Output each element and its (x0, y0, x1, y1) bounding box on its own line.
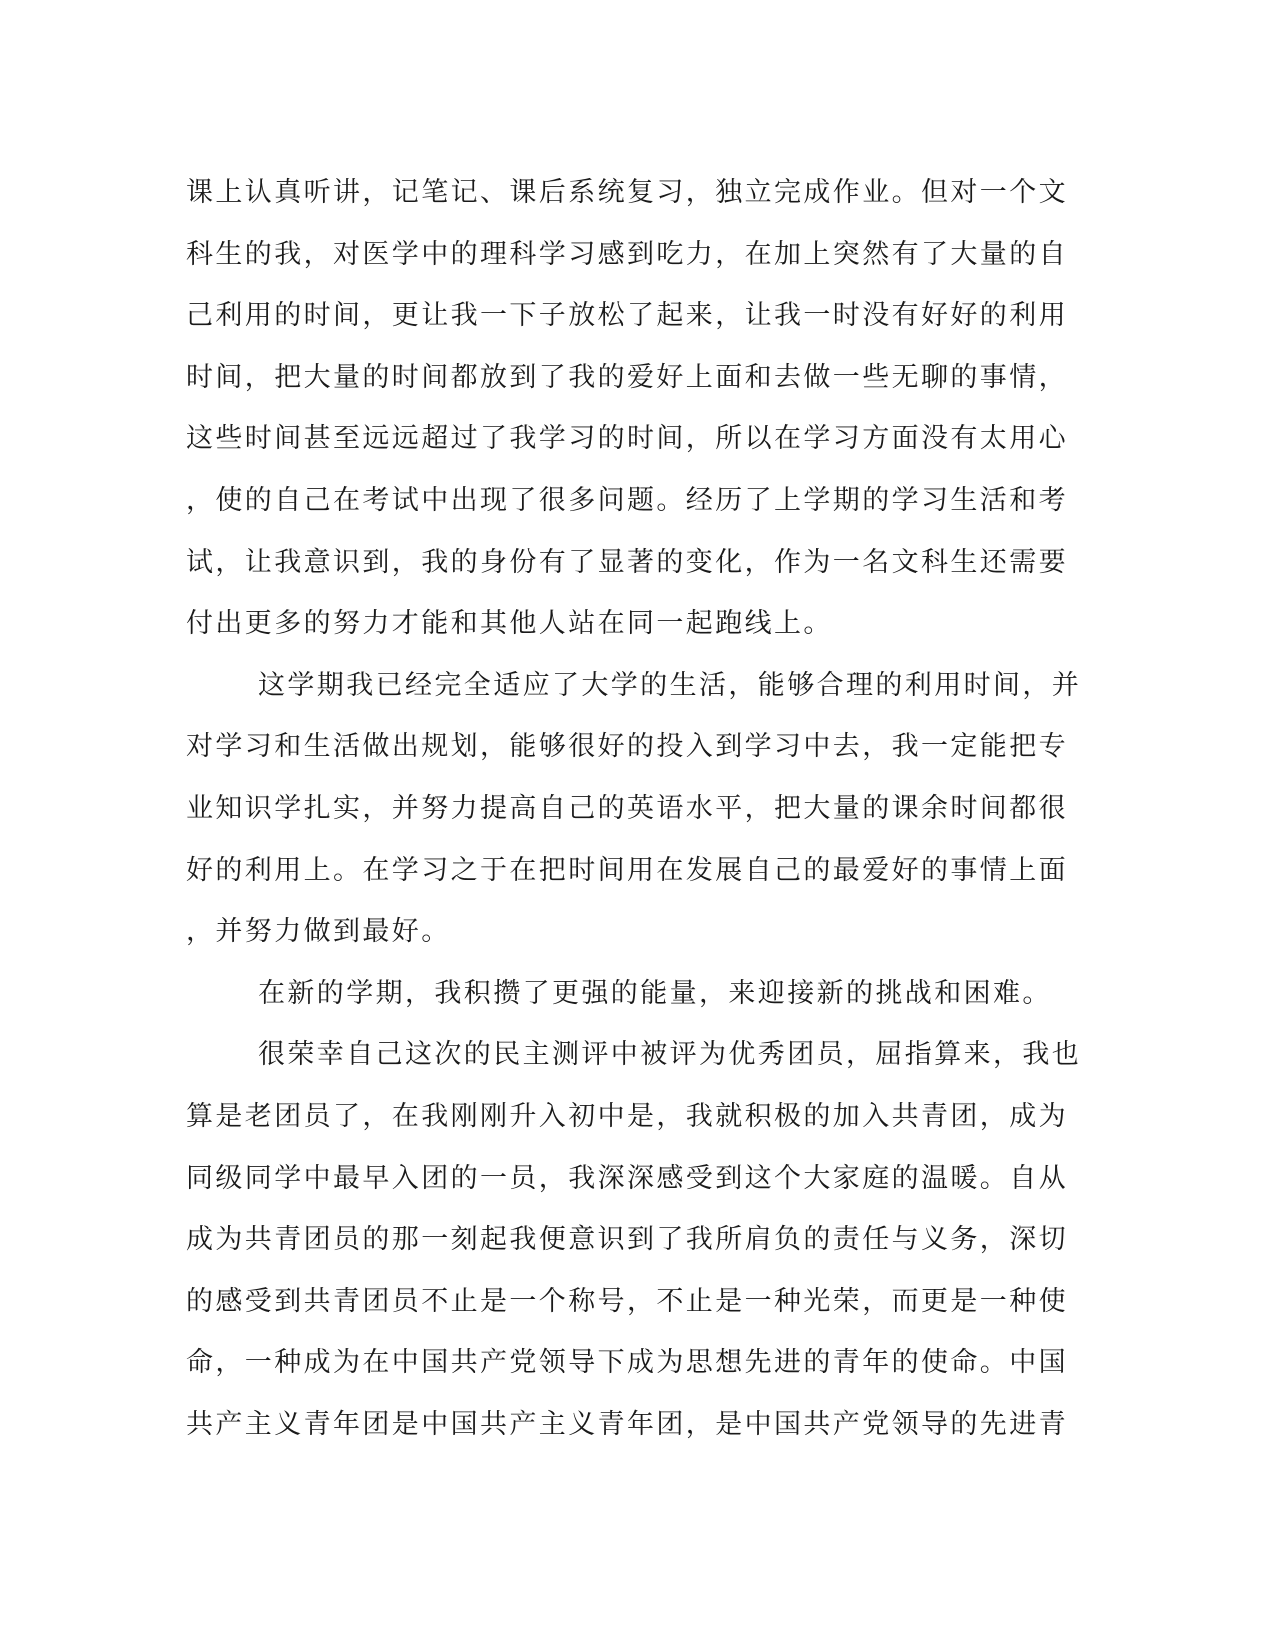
text-line: 算是老团员了，在我刚刚升入初中是，我就积极的加入共青团，成为 (186, 1100, 1068, 1132)
text-line: 命，一种成为在中国共产党领导下成为思想先进的青年的使命。中国 (186, 1347, 1068, 1379)
text-line: 共产主义青年团是中国共产主义青年团，是中国共产党领导的先进青 (186, 1408, 1068, 1440)
text-line: 同级同学中最早入团的一员，我深深感受到这个大家庭的温暖。自从 (186, 1162, 1068, 1194)
text-line: 付出更多的努力才能和其他人站在同一起跑线上。 (186, 608, 833, 640)
text-line: 对学习和生活做出规划，能够很好的投入到学习中去，我一定能把专 (186, 731, 1068, 763)
paragraph-start-line: 这学期我已经完全适应了大学的生活，能够合理的利用时间，并 (258, 669, 1082, 701)
body-text (186, 162, 1086, 1455)
paragraph-start-line: 很荣幸自己这次的民主测评中被评为优秀团员，屈指算来，我也 (258, 1039, 1082, 1071)
text-line: 时间，把大量的时间都放到了我的爱好上面和去做一些无聊的事情， (186, 361, 1068, 393)
text-line: 成为共青团员的那一刻起我便意识到了我所肩负的责任与义务，深切 (186, 1224, 1068, 1256)
text-line: 这些时间甚至远远超过了我学习的时间，所以在学习方面没有太用心 (186, 423, 1068, 455)
text-line: 课上认真听讲，记笔记、课后系统复习，独立完成作业。但对一个文 (186, 177, 1068, 208)
text-line: 的感受到共青团员不止是一个称号，不止是一种光荣，而更是一种使 (186, 1285, 1068, 1317)
paragraph-start-line: 在新的学期，我积攒了更强的能量，来迎接新的挑战和困难。 (258, 977, 1052, 1009)
text-line: ，并努力做到最好。 (186, 916, 451, 948)
text-line: 科生的我，对医学中的理科学习感到吃力，在加上突然有了大量的自 (186, 238, 1068, 270)
text-line: 试，让我意识到，我的身份有了显著的变化，作为一名文科生还需要 (186, 546, 1068, 578)
text-line: ，使的自己在考试中出现了很多问题。经历了上学期的学习生活和考 (186, 484, 1068, 516)
text-line: 业知识学扎实，并努力提高自己的英语水平，把大量的课余时间都很 (186, 792, 1068, 824)
text-line: 己利用的时间，更让我一下子放松了起来，让我一时没有好好的利用 (186, 300, 1068, 332)
text-line: 好的利用上。在学习之于在把时间用在发展自己的最爱好的事情上面 (186, 854, 1068, 886)
